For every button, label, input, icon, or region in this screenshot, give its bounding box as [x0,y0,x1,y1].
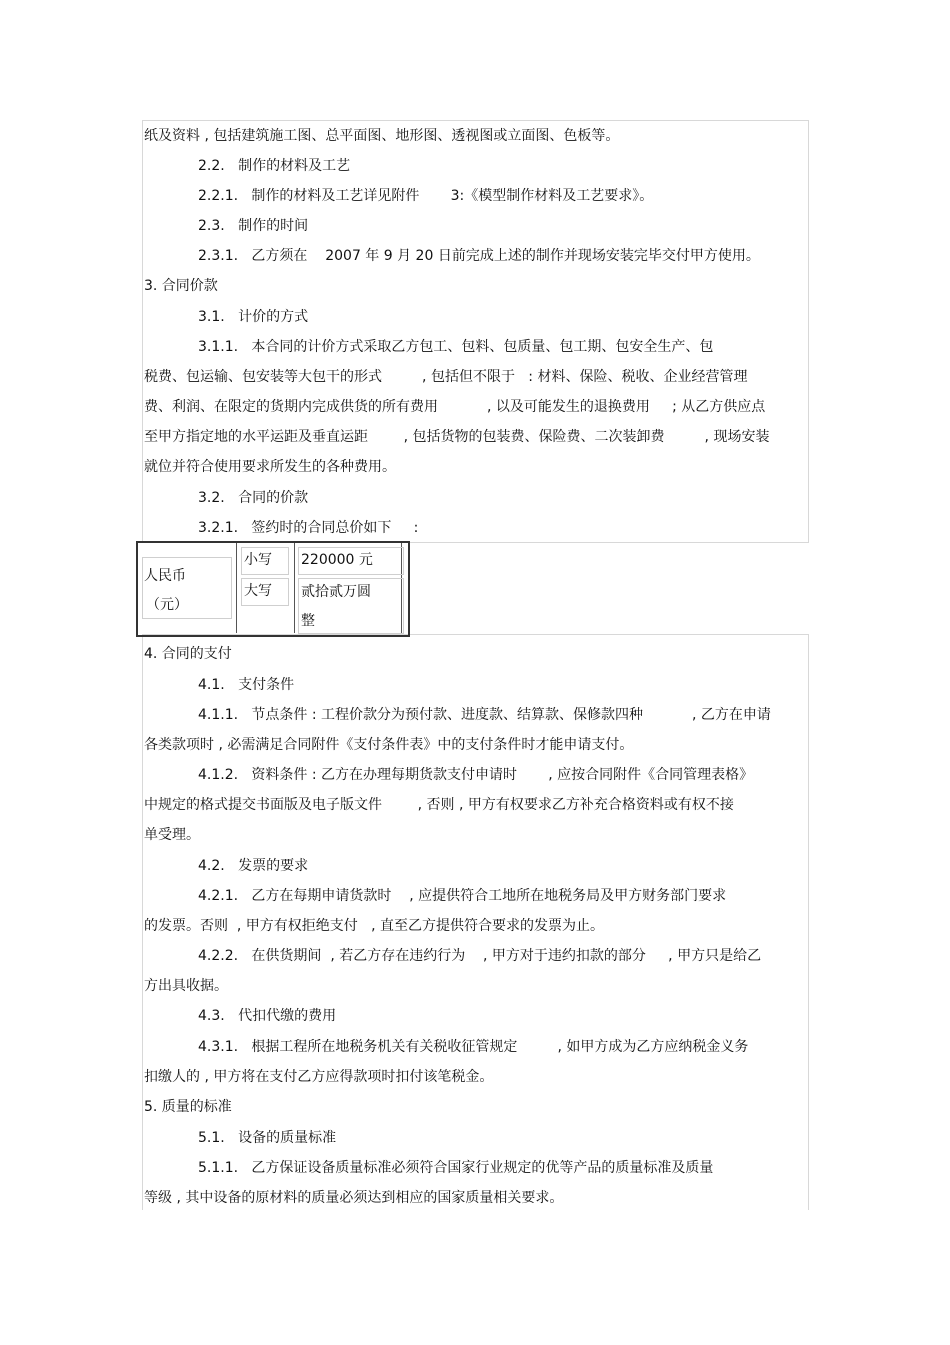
text-line: 至甲方指定地的水平运距及垂直运距 , 包括货物的包装费、保险费、二次装卸费 , 现场安装 [144,429,770,445]
currency-label: 人民币 [144,568,186,584]
text-line: 3.2.1. 签约时的合同总价如下 : [198,520,419,536]
section-heading: 2.3. 制作的时间 [198,218,309,234]
section-heading: 5.1. 设备的质量标准 [198,1130,337,1146]
small-value: 220000 元 [301,552,373,568]
big-label: 大写 [244,583,272,599]
chapter-heading: 3. 合同价款 [144,278,218,294]
table-divider [294,543,295,633]
text-line: 3.1.1. 本合同的计价方式采取乙方包工、包料、包质量、包工期、包安全生产、包 [198,339,714,355]
section-heading: 3.2. 合同的价款 [198,490,309,506]
text-line: 2.3.1. 乙方须在 2007 年 9 月 20 日前完成上述的制作并现场安装完毕交付甲方使用。 [198,248,760,264]
text-line: 4.3.1. 根据工程所在地税务机关有关税收征管规定 , 如甲方成为乙方应纳税金义务 [198,1039,749,1055]
small-label: 小写 [244,552,272,568]
section-heading: 2.2. 制作的材料及工艺 [198,158,351,174]
text-line: 单受理。 [144,827,200,843]
text-line: 中规定的格式提交书面版及电子版文件 , 否则 , 甲方有权要求乙方补充合格资料或有权不接 [144,797,734,813]
big-value-line2: 整 [301,613,315,629]
chapter-heading: 5. 质量的标准 [144,1099,232,1115]
big-value-line1: 贰拾贰万圆 [301,584,371,600]
text-line: 4.1.2. 资料条件 : 乙方在办理每期货款支付申请时 , 应按合同附件《合同管理表格》 [198,767,754,783]
table-divider [236,543,237,633]
section-heading: 4.1. 支付条件 [198,677,295,693]
text-line: 税费、包运输、包安装等大包干的形式 , 包括但不限于 : 材料、保险、税收、企业经营管理 [144,369,748,385]
text-frame-top [142,120,809,543]
text-line: 扣缴人的 , 甲方将在支付乙方应得款项时扣付该笔税金。 [144,1069,494,1085]
text-line: 5.1.1. 乙方保证设备质量标准必须符合国家行业规定的优等产品的质量标准及质量 [198,1160,714,1176]
section-heading: 4.3. 代扣代缴的费用 [198,1008,337,1024]
text-line: 4.1.1. 节点条件 : 工程价款分为预付款、进度款、结算款、保修款四种 , 乙方在申请 [198,707,771,723]
text-line: 4.2.2. 在供货期间 , 若乙方存在违约行为 , 甲方对于违约扣款的部分 , 甲方只是给乙 [198,948,762,964]
text-line: 各类款项时 , 必需满足合同附件《支付条件表》中的支付条件时才能申请支付。 [144,737,634,753]
text-line: 等级 , 其中设备的原材料的质量必须达到相应的国家质量相关要求。 [144,1190,564,1206]
section-heading: 4.2. 发票的要求 [198,858,309,874]
chapter-heading: 4. 合同的支付 [144,646,232,662]
text-line: 4.2.1. 乙方在每期申请货款时 , 应提供符合工地所在地税务局及甲方财务部门要求 [198,888,727,904]
text-line: 2.2.1. 制作的材料及工艺详见附件 3:《模型制作材料及工艺要求》。 [198,188,654,204]
text-line: 就位并符合使用要求所发生的各种费用。 [144,459,396,475]
text-line: 方出具收据。 [144,978,228,994]
text-line: 的发票。否则 , 甲方有权拒绝支付 , 直至乙方提供符合要求的发票为止。 [144,918,605,934]
currency-unit: （元） [146,597,188,613]
section-heading: 3.1. 计价的方式 [198,309,309,325]
text-line: 费、利润、在限定的货期内完成供货的所有费用 , 以及可能发生的退换费用 ; 从乙方供应点 [144,399,766,415]
text-line: 纸及资料 , 包括建筑施工图、总平面图、地形图、透视图或立面图、色板等。 [144,128,620,144]
